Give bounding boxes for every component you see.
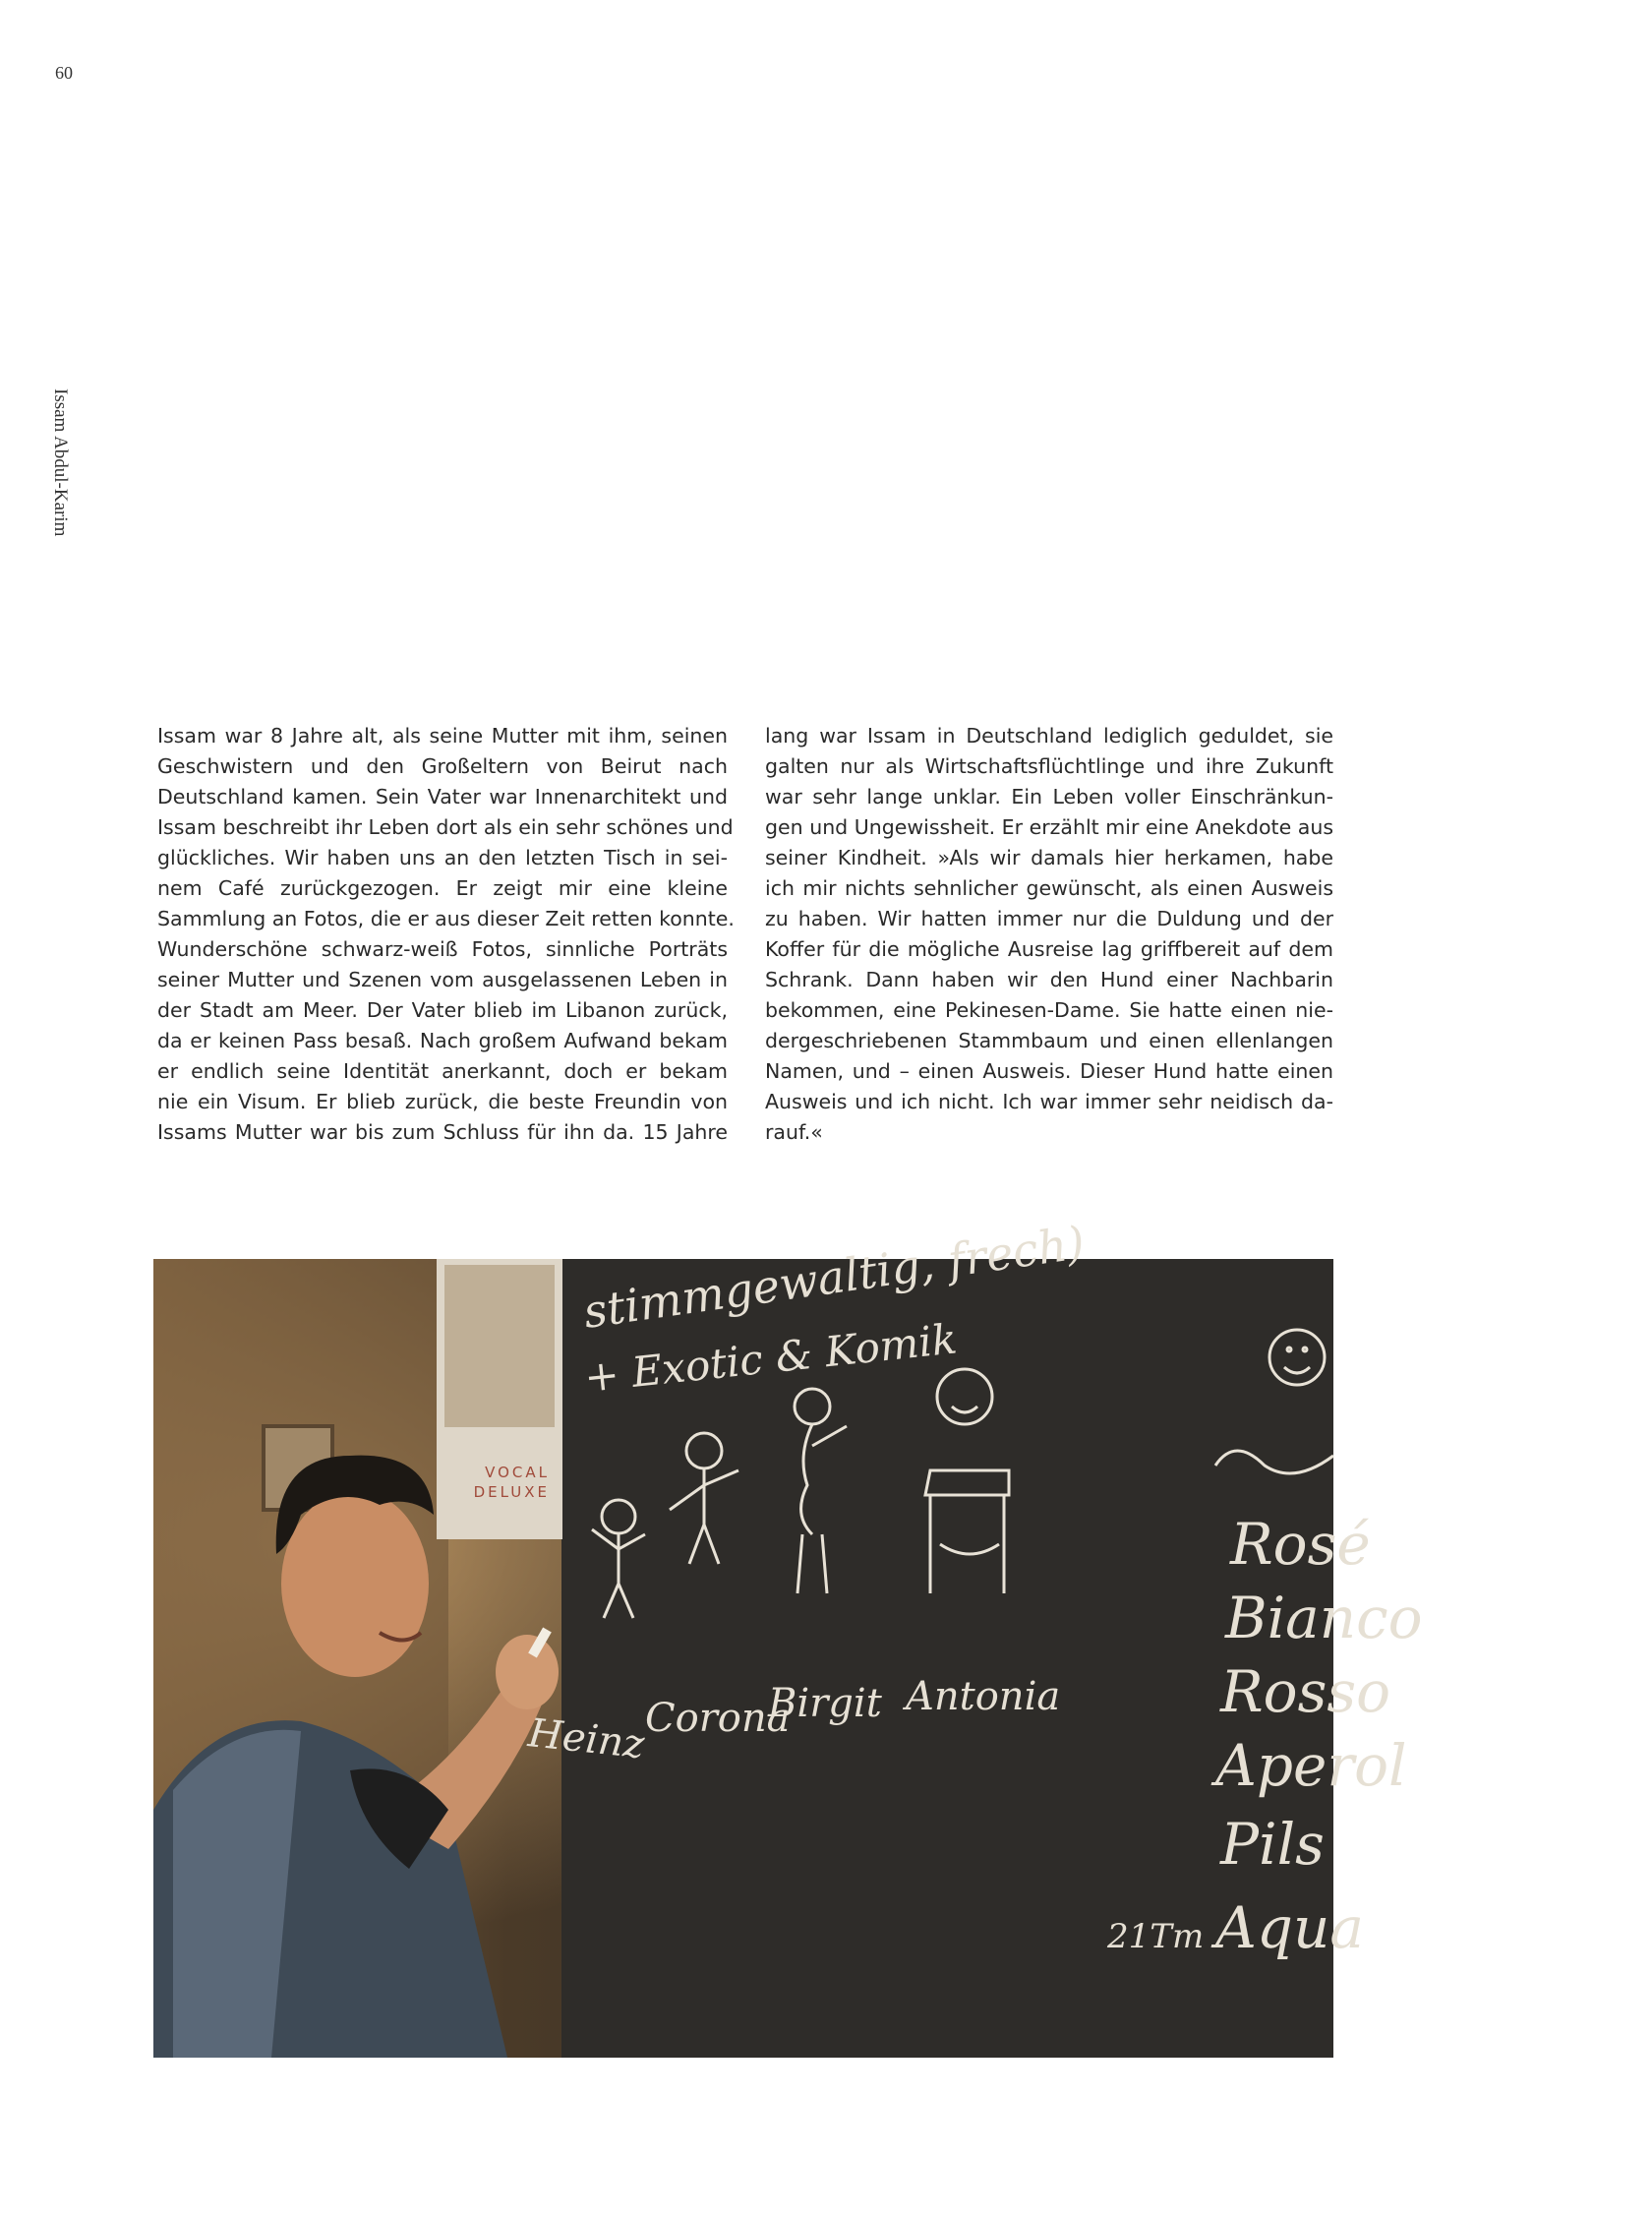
text-line: Geschwistern und den Großeltern von Beirut nach [157,754,728,778]
text-line: Namen, und – einen Ausweis. Dieser Hund hatte einen [765,1059,1333,1083]
text-line: der Stadt am Meer. Der Vater blieb im Libanon zurück, [157,998,728,1022]
text-line: glückliches. Wir haben uns an den letzten Tisch in sei- [157,846,728,869]
menu-item: Aperol [1215,1732,1407,1799]
menu-item: Bianco [1225,1585,1423,1651]
menu-item: Rosé [1230,1511,1371,1578]
poster-line-2: DELUXE [473,1483,550,1501]
chalk-top-line-1: stimmgewaltig, frech) [580,1215,1089,1339]
text-column-left [157,721,735,1148]
text-line: dergeschriebenen Stammbaum und einen ellenlangen [765,1029,1333,1052]
text-line: Issam beschreibt ihr Leben dort als ein sehr schönes und [157,815,734,839]
text-line: er endlich seine Identität anerkannt, doch er bekam [157,1059,728,1083]
person-head [281,1490,429,1677]
text-line: da er keinen Pass besaß. Nach großem Aufwand bekam [157,1029,728,1052]
text-line: bekommen, eine Pekinesen-Dame. Sie hatte einen nie- [765,998,1333,1022]
chalk-name-heinz: Heinz [525,1710,647,1768]
person-hand [496,1635,559,1709]
menu-item: Rosso [1220,1658,1391,1725]
chalk-top-line-2: + Exotic & Komik [581,1314,960,1402]
running-head: Issam Abdul-Karim [50,389,71,537]
poster-image [444,1265,555,1427]
text-line: zu haben. Wir hatten immer nur die Duldung und der [765,907,1333,930]
text-line: gen und Ungewissheit. Er erzählt mir eine Anekdote aus [765,815,1333,839]
text-line: nie ein Visum. Er blieb zurück, die beste Freundin von [157,1090,728,1113]
chalk-name-corona: Corona [645,1696,791,1741]
menu-item: Pils [1220,1811,1325,1878]
text-line: Wunderschöne schwarz-weiß Fotos, sinnliche Porträts [157,937,728,961]
text-line: Issam war 8 Jahre alt, als seine Mutter mit ihm, seinen [157,724,728,748]
menu-price: 21Tm [1107,1917,1205,1956]
text-line: galten nur als Wirtschaftsflüchtlinge und ihre Zukunft [765,754,1333,778]
text-line: nem Café zurückgezogen. Er zeigt mir eine kleine [157,876,728,900]
chalk-name-birgit: Birgit [768,1681,882,1726]
text-line: Schrank. Dann haben wir den Hund einer Nachbarin [765,968,1333,991]
poster-line-1: VOCAL [485,1464,550,1481]
text-line: Ausweis und ich nicht. Ich war immer sehr neidisch da- [765,1090,1333,1113]
text-line: lang war Issam in Deutschland lediglich geduldet, sie [765,724,1333,748]
menu-item: Aqua [1215,1894,1364,1961]
text-line: Deutschland kamen. Sein Vater war Innenarchitekt und [157,785,728,808]
text-line: Sammlung an Fotos, die er aus dieser Zeit retten konnte. [157,907,735,930]
text-line: seiner Mutter und Szenen vom ausgelassenen Leben in [157,968,728,991]
text-line: war sehr lange unklar. Ein Leben voller Einschränkun- [765,785,1333,808]
text-line: Issams Mutter war bis zum Schluss für ihn da. 15 Jahre [157,1120,728,1144]
page-number: 60 [55,63,73,83]
chalk-name-antonia: Antonia [906,1674,1061,1719]
text-column-right [765,721,1333,1148]
text-line: rauf.« [765,1120,823,1144]
photo-chalkboard [153,1215,1423,2058]
text-line: ich mir nichts sehnlicher gewünscht, als einen Ausweis [765,876,1333,900]
text-line: seiner Kindheit. »Als wir damals hier herkamen, habe [765,846,1333,869]
text-line: Koffer für die mögliche Ausreise lag griffbereit auf dem [765,937,1333,961]
